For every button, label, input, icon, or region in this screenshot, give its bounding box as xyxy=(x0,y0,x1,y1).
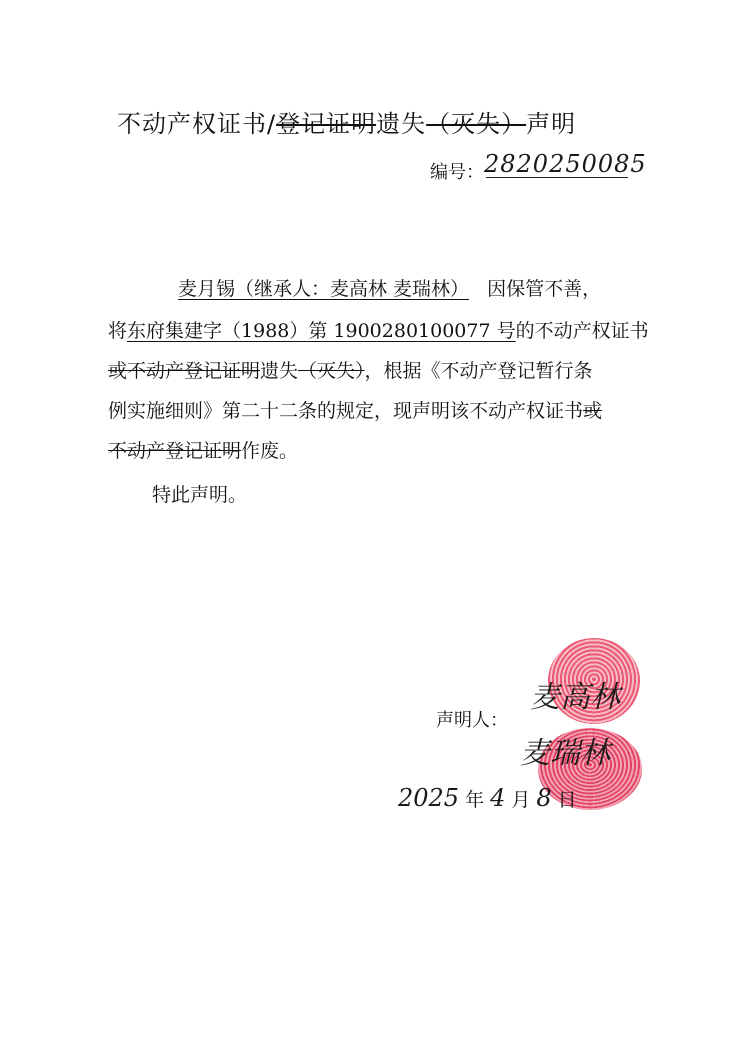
struck-text: 或 xyxy=(583,400,603,422)
number-value: 2820250085 xyxy=(484,150,647,178)
month-label: 月 xyxy=(511,789,531,811)
body-line-3 xyxy=(108,356,593,383)
struck-text: 不动产登记证明 xyxy=(108,440,242,462)
body-line-1 xyxy=(178,274,601,301)
title-part5: 声明 xyxy=(526,110,577,138)
body-text: 遗失 xyxy=(260,360,299,382)
struck-text: （灭失） xyxy=(298,360,365,382)
date-month: 4 xyxy=(490,784,506,812)
body-text: 例实施细则》第二十二条的规定，现声明该不动产权证书 xyxy=(108,400,584,422)
date-line xyxy=(398,784,583,812)
struck-text: 或不动产登记证明 xyxy=(108,360,261,382)
day-label: 日 xyxy=(557,789,577,811)
body-text: 作废。 xyxy=(241,440,299,462)
body-line-4 xyxy=(108,396,602,423)
number-underline xyxy=(486,177,628,178)
date-day: 8 xyxy=(536,784,552,812)
declarant-label: 声明人： xyxy=(436,710,508,731)
date-year: 2025 xyxy=(398,784,460,812)
certificate-number: 东府集建字（1988）第 1900280100077 号 xyxy=(127,320,516,342)
body-text: 的不动产权证书 xyxy=(515,320,649,342)
title-part4-struck: （灭失） xyxy=(426,110,527,138)
number-label: 编号： xyxy=(430,162,484,183)
signature: 麦高林 xyxy=(530,680,620,715)
body-text: 因保管不善， xyxy=(487,278,602,300)
owner-name: 麦月锡（继承人：麦高林 麦瑞林） xyxy=(178,278,470,300)
year-label: 年 xyxy=(465,789,485,811)
signature: 麦瑞林 xyxy=(520,736,610,771)
closing-line: 特此声明。 xyxy=(152,484,248,506)
title-part3: 遗失 xyxy=(376,110,427,138)
page-title xyxy=(117,104,576,139)
body-text: 将 xyxy=(108,320,128,342)
title-part2-struck: 登记证明 xyxy=(276,110,377,138)
body-line-5 xyxy=(108,436,298,463)
title-part1: 不动产权证书/ xyxy=(117,110,277,138)
body-text: ，根据《不动产登记暂行条 xyxy=(364,360,593,382)
body-line-2 xyxy=(108,316,649,343)
